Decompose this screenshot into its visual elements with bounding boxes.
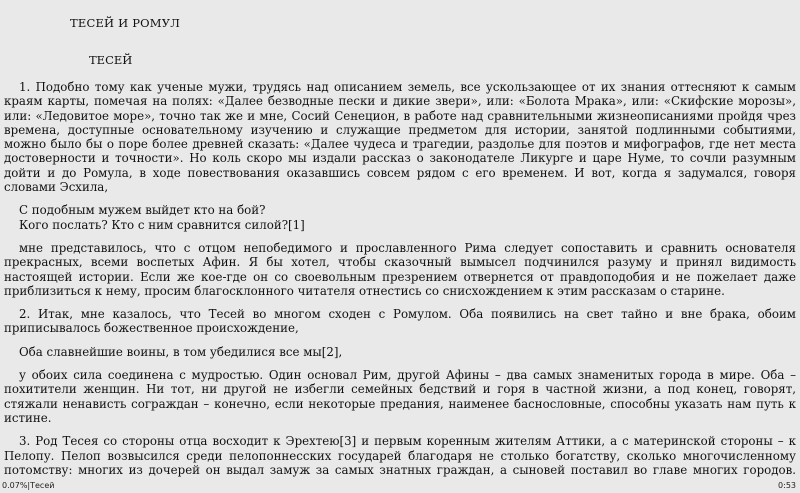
paragraph: мне представилось, что с отцом непобедимого и прославленного Рима следует сопоставить и сравнить основателя прекрасных, всеми воспетых Афин. Я бы хотел, чтобы сказочный вымысел подчинился разуму и принял видимость настоящей истории. Если же кое-где он со своевольным презрением отвернется от правдоподобия и не пожелает даже приблизиться к нему, просим благосклонного читателя отнестись со снисхождением к этим рассказам о старине. <box>4 240 796 298</box>
paragraph: у обоих сила соединена с мудростью. Один основал Рим, другой Афины – два самых знаменитых города в мире. Оба – похитители женщин. Ни тот, ни другой не избегли семейных бедствий и горя в частной жизни, а под конец, говорят, стяжали ненависть сограждан – конечно, если некоторые предания, наименее баснословные, способны указать нам путь к истине. <box>4 368 796 425</box>
verse-line: Оба славнейшие воины, в том убедилися все мы[2], <box>19 344 343 359</box>
status-separator: | <box>27 481 31 490</box>
verse-line: Кого послать? Кто с ним сравнится силой?[1] <box>19 217 305 232</box>
paragraph: 1. Подобно тому как ученые мужи, трудясь над описанием земель, все ускользающее от их знания оттесняют к самым краям карты, помечая на полях: «Далее безводные пески и дикие звери», или: «Болота Мрака», или: «Скифские морозы», или: «Ледовитое море», точно так же и мне, Сосий Сенецион, в работе над сравнительными жизнеописаниями пройдя чрез времена, доступные основательному изучению и служащие предметом для истории, занятой подлинными событиями, можно было бы о поре более древней сказать: «Далее чудеса и трагедии, раздолье для поэтов и мифографов, где нет места достоверности и точности». Но коль скоро мы издали рассказ о законодателе Ликурге и царе Нуме, то сочли разумным дойти и до Ромула, в ходе повествования оказавшись совсем рядом с его временем. И вот, когда я задумался, говоря словами Эсхила, <box>4 80 796 195</box>
chapter-title: ТЕСЕЙ <box>89 53 133 67</box>
clock: 0:53 <box>778 481 796 490</box>
current-chapter: Тесей <box>30 481 55 490</box>
status-bar <box>0 478 800 493</box>
verse-line: С подобным мужем выйдет кто на бой? <box>19 203 266 218</box>
progress-percent: 0.07% <box>2 481 28 490</box>
book-title: ТЕСЕЙ И РОМУЛ <box>70 16 181 30</box>
text-body <box>4 80 796 478</box>
paragraph: 2. Итак, мне казалось, что Тесей во многом сходен с Ромулом. Оба появились на свет тайно и вне брака, обоим приписывалось божественное происхождение, <box>4 307 796 336</box>
reading-progress <box>2 478 54 493</box>
paragraph: 3. Род Тесея со стороны отца восходит к Эрехтею[3] и первым коренным жителям Аттики, а с материнской стороны – к Пелопу. Пелоп возвысился среди пелопоннесских государей благодаря не столько богатству, сколько многочисленному потомству: многих из дочерей он выдал замуж за самых знатных граждан, а сыновей поставил во главе многих городов. <box>4 434 796 477</box>
